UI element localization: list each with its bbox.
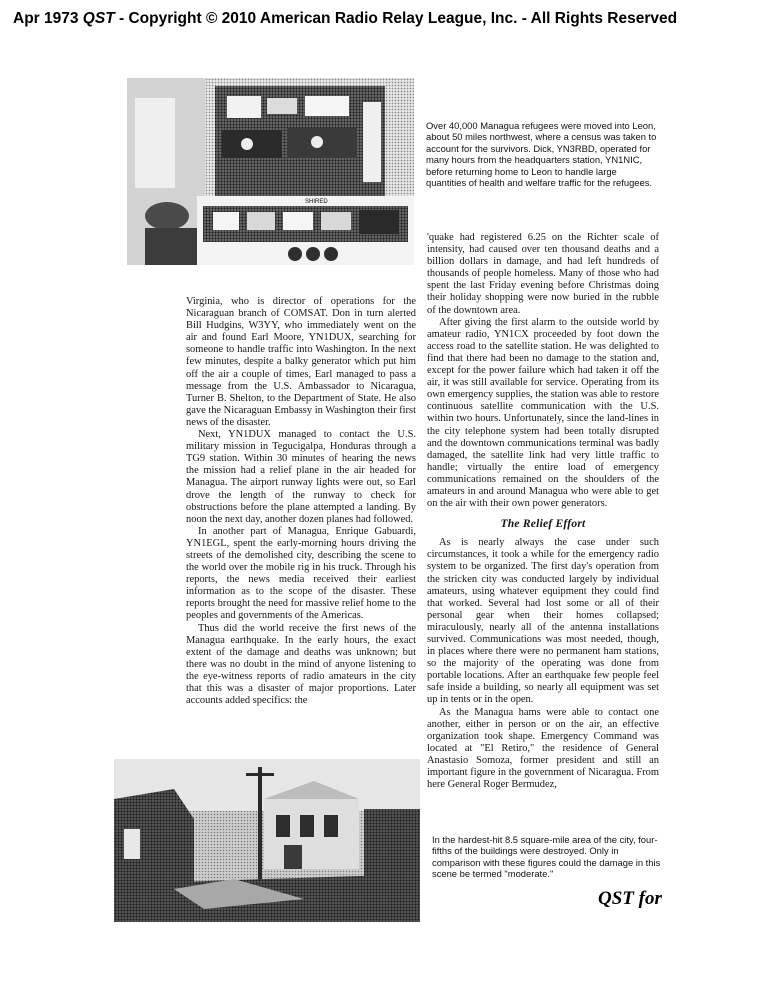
photo-caption-top: Over 40,000 Managua refugees were moved into Leon, about 50 miles northwest, where a census was taken to account for the survivors. Dick, YN3RBD, operated for many hours from the headquarters station, YN1NIC, before returning home to Leon to handle large quantities of health and welfare traffic for the refugees.: [426, 120, 657, 189]
article-column-right: [427, 232, 659, 791]
article-column-left: [186, 296, 416, 707]
page-header: [13, 10, 763, 28]
photo-caption-bottom: In the hardest-hit 8.5 square-mile area of the city, four-fifths of the buildings were destroyed. Only in comparison with these figures could the damage in this scene be termed "moderate.": [432, 834, 661, 880]
control-room-illustration: [127, 78, 414, 265]
control-room-photo: [127, 78, 414, 265]
paragraph: As the Managua hams were able to contact one another, either in person or on the air, an effective organization took shape. Emergency Command was located at "El Retiro," the residence of General Anastasio Somoza, former president and still an important figure in the government of Nicaragua. From here General Roger Bermudez,: [427, 706, 659, 791]
paragraph: After giving the first alarm to the outside world by amateur radio, YN1CX proceeded by foot down the access road to the satellite station. He was delighted to find that there had been no damage to the station and, except for the power failure which had taken it off the air, it was still available for service. Operating from its own emergency supplies, the station was able to restore continuous satellite communication with the U.S. within two hours. Unfortunately, since the land-lines in the city telephone system had been totally disrupted and the downtown communications terminal was badly damaged, the satellite link had very little traffic to handle; virtually the entire load of emergency communications remained on the shoulders of the amateurs in and around Managua who were able to get on the air with their own power generators.: [427, 316, 659, 510]
damaged-street-photo: [114, 759, 420, 922]
paragraph: Thus did the world receive the first news of the Managua earthquake. In the early hours, the exact extent of the damage and deaths was unknown; but there was no doubt in the mind of anyone listening to the eye-witness reports of radio amateurs in the city that this was a disaster of major proportions. Later accounts added specifics: the: [186, 622, 416, 707]
page-footer: QST for: [598, 888, 662, 909]
paragraph: 'quake had registered 6.25 on the Richter scale of intensity, had caused over ten thousand deaths and a billion dollars in damage, and had left hundreds of thousands of people homeless. Many of those who had spent the last Friday evening before Christmas doing their holiday shopping were now buried in the rubble of the downtown area.: [427, 232, 659, 316]
section-heading: The Relief Effort: [500, 517, 586, 531]
copyright-notice: - Copyright © 2010 American Radio Relay League, Inc. - All Rights Reserved: [114, 10, 678, 27]
issue-date: Apr 1973: [13, 10, 79, 27]
paragraph: As is nearly always the case under such circumstances, it took a while for the emergency radio system to be organized. The first day's operation from the stricken city was conducted largely by individual amateurs, using whatever equipment they could find that worked. Several had lost some or all of their personal gear when their homes collapsed; miraculously, nearly all of the antenna installations survived. Communications was most needed, though, in places where there were no permanent ham stations, so the majority of the operating was done from portable locations. After an earthquake few people feel safe inside a building, so nearly all equipment was set up in tents or in the open.: [427, 537, 659, 706]
magazine-name: QST: [82, 10, 115, 27]
paragraph: In another part of Managua, Enrique Gabuardi, YN1EGL, spent the early-morning hours driving the streets of the demolished city, describing the scene to the world over the mobile rig in his truck. Through his reports, the news media received their earliest information as to the scope of the disaster. These reports brought the need for massive relief home to the peoples and governments of the Americas.: [186, 525, 416, 622]
paragraph: Virginia, who is director of operations for the Nicaraguan branch of COMSAT. Don in turn alerted Bill Hudgins, W3YY, who immediately went on the air and found Earl Moore, YN1DUX, searching for someone to handle traffic into Washington. In the next few minutes, despite a balky generator which put him off the air a couple of times, Earl managed to pass a message from the U.S. Ambassador to Nicaragua, Turner B. Shelton, to the Department of State. He also gave the Nicaraguan Embassy in Washington their first news of the disaster.: [186, 296, 416, 428]
paragraph: Next, YN1DUX managed to contact the U.S. military mission in Tegucigalpa, Honduras through a TG9 station. Within 30 minutes of hearing the news the mission had a relief plane in the air headed for Managua. The airport runway lights were out, so Earl drove the length of the runway to check for obstructions before the plane attempted a landing. By noon the next day, another dozen planes had followed.: [186, 429, 416, 525]
street-scene-illustration: [114, 759, 420, 922]
console-label: SHIRED: [305, 199, 328, 205]
